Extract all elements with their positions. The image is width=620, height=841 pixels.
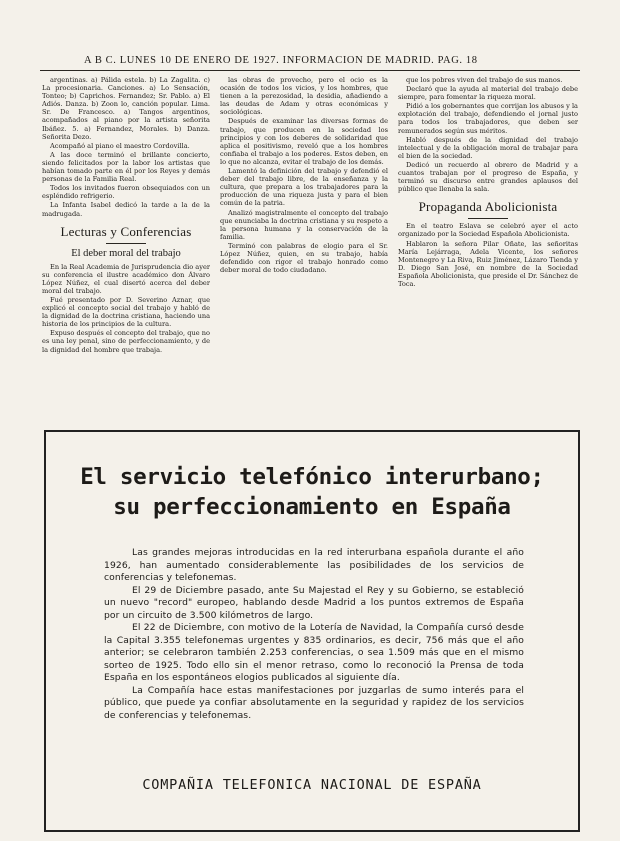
ad-body [104,547,524,722]
ad-paragraph: La Compañía hace estas manifestaciones por juzgarlas de sumo interés para el público, que puede ya confiar absolutamente en la seguridad y rapidez de los servicios de conferencias y telefonemas. [104,684,524,721]
ad-paragraph: El 29 de Diciembre pasado, ante Su Majestad el Rey y su Gobierno, se estableció un nuevo "record" europeo, hablando desde Madrid a los puntos extremos de España por un circuito de 3.500 kilómetros de largo. [104,584,524,621]
section-title-lecturas: Lecturas y Conferencias [60,223,192,239]
telefonica-advertisement [44,430,580,832]
paragraph: Dedicó un recuerdo al obrero de Madrid y a cuantos trabajan por el progreso de España, y terminó su discurso entre grandes aplausos del público que llenaba la sala. [398,160,578,194]
section-subtitle-deber-moral: El deber moral del trabajo [71,247,181,259]
page-header: A B C. LUNES 10 DE ENERO DE 1927. INFORMACION DE MADRID. PAG. 18 [84,55,478,66]
ad-headline [62,462,562,522]
paragraph: Habló después de la dignidad del trabajo intelectual y de la obligación moral de trabajar para el bien de la sociedad. [398,135,578,160]
paragraph: Expuso después el concepto del trabajo, que no es una ley penal, sino de perfeccionamiento, y de la dignidad del hombre que trabaja. [42,329,210,354]
section-rule [106,243,146,244]
paragraph: Hablaron la señora Pilar Oñate, las señoritas María Lejárraga, Adela Vicente, los señores Montenegro y La Riva, Ruiz Jiménez, Lázaro Tienda y D. Diego San José, en nombre de la Sociedad Española Abolicionista, que preside el Dr. Sánchez de Toca. [398,239,578,288]
column-1 [42,76,210,401]
column-3 [398,76,578,401]
ad-company-name: COMPAÑIA TELEFONICA NACIONAL DE ESPAÑA [142,777,482,793]
paragraph: argentinas. a) Pálida estela. b) La Zagalita. c) La procesionaria. Canciones. a) Lo Sensación, Tonteo; b) Caprichos. Fernandez; Sr. Pablo. a) El Adiós. Danza. b) Zoon lo, canción popular. Lima. Sr. De Francesco. a) Tangos argentinos, acompañados al piano por la artista señorita Ibáñez. 5. a) Fernandez, Morales. b) Danza. Señorita Dezo. [42,76,210,141]
paragraph: las obras de provecho, pero el ocio es la ocasión de todos los vicios, y los hombres, que tienen a la perezosidad, la desidia, añadiendo a las deudas de Adam y otras económicas y sociológicas. [220,76,388,117]
header-rule [40,70,580,71]
paragraph: Acompañó al piano el maestro Cordovilla. [50,141,190,150]
paragraph: En la Real Academia de Jurisprudencia dio ayer su conferencia el ilustre académico don Álvaro López Núñez, el cual disertó acerca del deber moral del trabajo. [42,262,210,295]
paragraph: A las doce terminó el brillante concierto, siendo felicitados por la labor los artistas que habían tomado parte en él por los Reyes y demás personas de la Familia Real. [42,150,210,184]
column-2 [220,76,388,401]
section-rule [468,218,508,219]
paragraph: Pidió a los gobernantes que corrijan los abusos y la explotación del trabajo, defendiendo el jornal justo para todos los trabajadores, que deben ser remunerados según sus méritos. [398,102,578,135]
ad-headline-line-1: El servicio telefónico interurbano; [80,464,544,490]
paragraph: Todos los invitados fueron obsequiados con un espléndido refrigerio. [42,184,210,201]
paragraph: En el teatro Eslava se celebró ayer el acto organizado por la Sociedad Española Abolicionista. [398,222,578,239]
paragraph: que los pobres viven del trabajo de sus manos. [406,76,563,84]
ad-headline-line-2: su perfeccionamiento en España [113,494,511,520]
paragraph: Fué presentado por D. Severino Aznar, que explicó el concepto social del trabajo y habló de la dignidad de la doctrina cristiana, haciendo una historia de los principios de la cultura. [42,295,210,329]
paragraph: Después de examinar las diversas formas de trabajo, que producen en la sociedad los principios y con los deberes de solidaridad que aplica el positivismo, reveló que a los hombres confiaba el trabajo a los poderes. Estos deben, en lo que no alcanza, evitar el trabajo de los demás. [220,117,388,166]
paragraph: Terminó con palabras de elogio para el Sr. López Núñez, quien, en su trabajo, había defendido con rigor el trabajo honrado como deber moral de todo ciudadano. [220,241,388,275]
ad-paragraph: El 22 de Diciembre, con motivo de la Lotería de Navidad, la Compañía cursó desde la Capital 3.355 telefonemas urgentes y 835 ordinarios, es decir, 756 más que el año anterior; se celebraron también 2.253 conferencias, o sea 1.509 más que en el mismo sorteo de 1925. Todo ello sin el menor retraso, como lo reconoció la Prensa de toda España en los espontáneos elogios publicados al siguiente día. [104,622,524,683]
paragraph: Declaró que la ayuda al material del trabajo debe siempre, para fomentar la riqueza moral. [398,85,578,102]
ad-paragraph: Las grandes mejoras introducidas en la red interurbana española durante el año 1926, han aumentado considerablemente las posibilidades de los servicios de conferencias y telefonemas. [104,547,524,583]
paragraph: La Infanta Isabel dedicó la tarde a la de la madrugada. [42,201,210,218]
section-title-propaganda: Propaganda Abolicionista [418,199,558,215]
paragraph: Lamentó la definición del trabajo y defendió el deber del trabajo libre, de la enseñanza y la cultura, que prepara a los trabajadores para la producción de una riqueza justa y para el bien común de la patria. [220,167,388,208]
paragraph: Analizó magistralmente el concepto del trabajo que enunciaba la doctrina cristiana y su respeto a la persona humana y la conservación de la familia. [220,208,388,241]
